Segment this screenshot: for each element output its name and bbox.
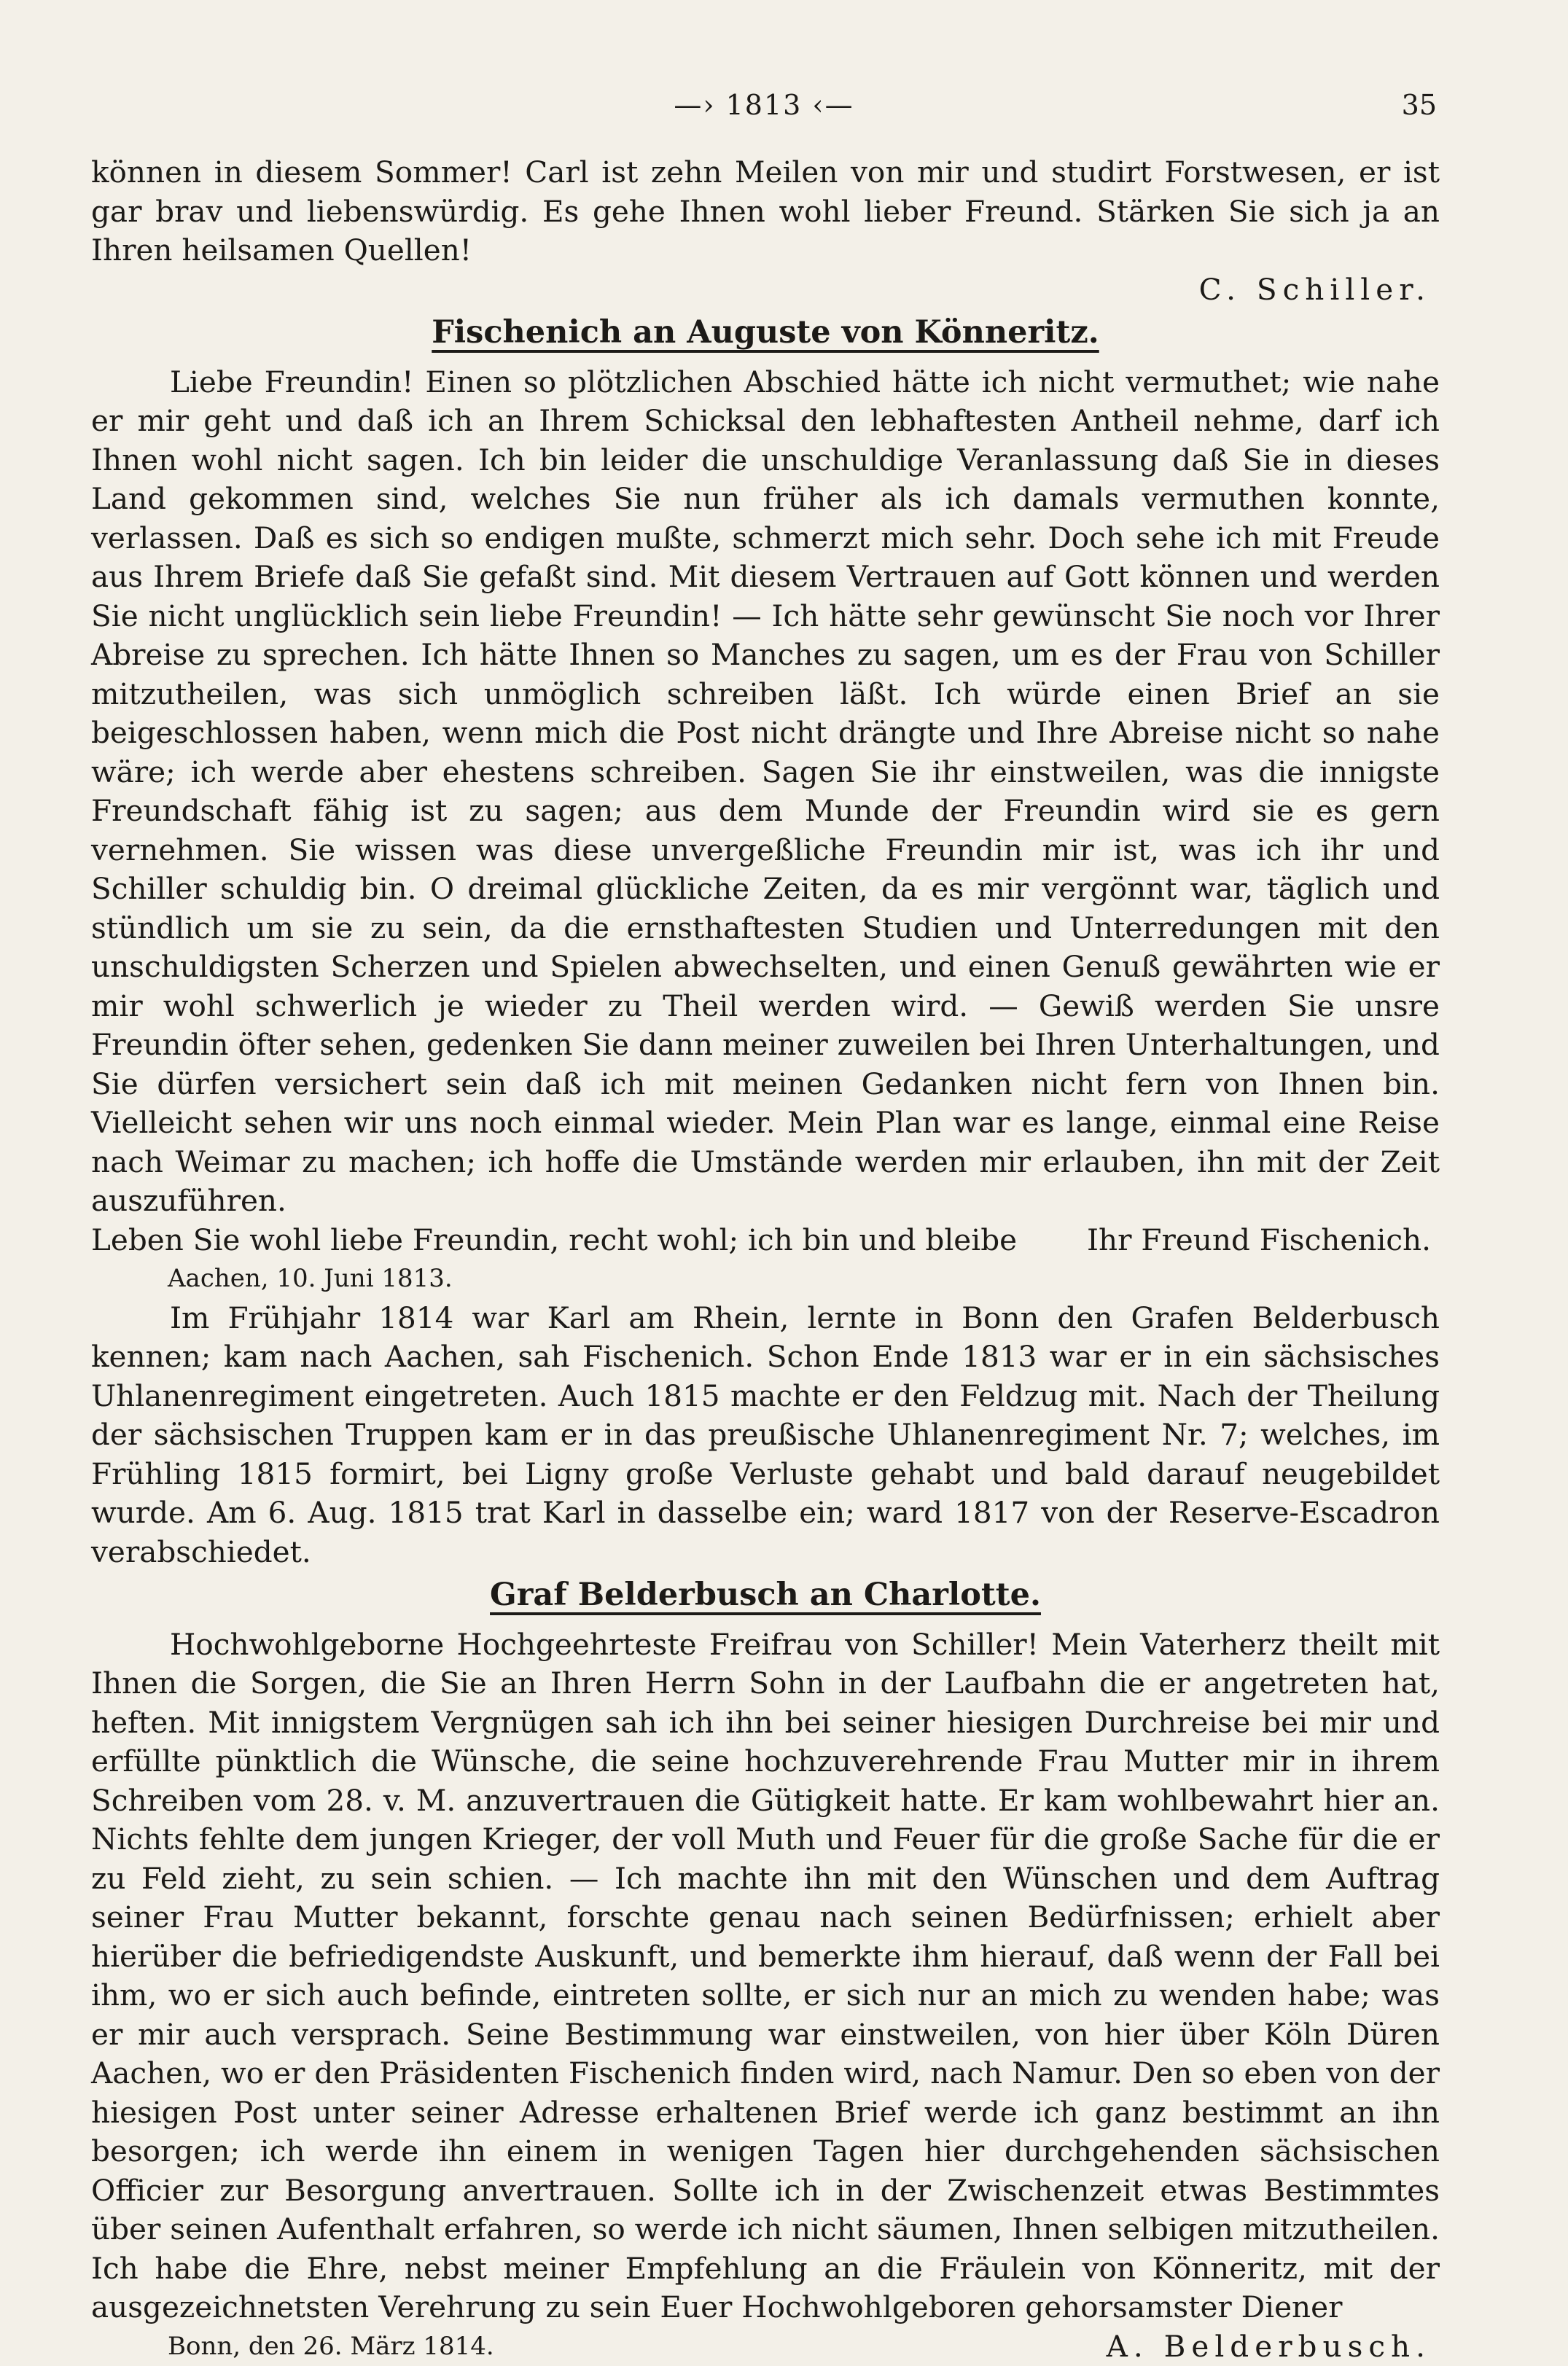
page-header (91, 89, 1437, 133)
letter3-closing (91, 2327, 1440, 2366)
letter3-title: Graf Belderbusch an Charlotte. (91, 1576, 1440, 1615)
letter2-closing-right: Ihr Freund Fischenich. (1087, 1221, 1440, 1260)
letter3-body: Hochwohlgeborne Hochgeehrteste Freifrau von Schiller! Mein Vaterherz theilt mit Ihnen die Sorgen, die Sie an Ihren Herrn Sohn in der Laufbahn die er angetreten hat, heften. Mit innigstem Vergnügen sah ich ihn bei seiner hiesigen Durchreise bei mir und erfüllte pünktlich die Wünsche, die seine hochzuverehrende Frau Mutter mir in ihrem Schreiben vom 28. v. M. anzuvertrauen die Gütigkeit hatte. Er kam wohlbewahrt hier an. Nichts fehlte dem jungen Krieger, der voll Muth und Feuer für die große Sache für die er zu Feld zieht, zu sein schien. — Ich machte ihn mit den Wünschen und dem Auftrag seiner Frau Mutter bekannt, forschte genau nach seinen Bedürfnissen; erhielt aber hierüber die befriedigendste Auskunft, und bemerkte ihm hierauf, daß wenn der Fall bei ihm, wo er sich auch befinde, eintreten sollte, er sich nur an mich zu wenden habe; was er mir auch versprach. Seine Bestimmung war einstweilen, von hier über Köln Düren Aachen, wo er den Präsidenten Fischenich finden wird, nach Namur. Den so eben von der hiesigen Post unter seiner Adresse erhaltenen Brief werde ich ganz bestimmt an ihn besorgen; ich werde ihn einem in wenigen Tagen hier durchgehenden sächsischen Officier zur Besorgung anvertrauen. Sollte ich in der Zwischenzeit etwas Bestimmtes über seinen Aufenthalt erfahren, so werde ich nicht säumen, Ihnen selbigen mitzutheilen. Ich habe die Ehre, nebst meiner Empfehlung an die Fräulein von Könneritz, mit der ausgezeichnetsten Verehrung zu sein Euer Hochwohlgeboren gehorsamster Diener (91, 1625, 1440, 2327)
letter3-dateline: Bonn, den 26. März 1814. (91, 2327, 494, 2366)
letter2-closing (91, 1221, 1440, 1260)
page-content (91, 153, 1440, 2366)
letter2-closing-left: Leben Sie wohl liebe Freundin, recht wohl; ich bin und bleibe (91, 1221, 1017, 1260)
letter1-tail-text: können in diesem Sommer! Carl ist zehn Meilen von mir und studirt Forstwesen, er ist gar brav und liebenswürdig. Es gehe Ihnen wohl lieber Freund. Stärken Sie sich ja an Ihren heilsamen Quellen! (91, 153, 1440, 270)
letter2-title: Fischenich an Auguste von Könneritz. (91, 313, 1440, 353)
letter2-body: Liebe Freundin! Einen so plötzlichen Abschied hätte ich nicht vermuthet; wie nahe er mir geht und daß ich an Ihrem Schicksal den lebhaftesten Antheil nehme, darf ich Ihnen wohl nicht sagen. Ich bin leider die unschuldige Veranlassung daß Sie in dieses Land gekommen sind, welches Sie nun früher als ich damals vermuthen konnte, verlassen. Daß es sich so endigen mußte, schmerzt mich sehr. Doch sehe ich mit Freude aus Ihrem Briefe daß Sie gefaßt sind. Mit diesem Vertrauen auf Gott können und werden Sie nicht unglücklich sein liebe Freundin! — Ich hätte sehr gewünscht Sie noch vor Ihrer Abreise zu sprechen. Ich hätte Ihnen so Manches zu sagen, um es der Frau von Schiller mitzutheilen, was sich unmöglich schreiben läßt. Ich würde einen Brief an sie beigeschlossen haben, wenn mich die Post nicht drängte und Ihre Abreise nicht so nahe wäre; ich werde aber ehestens schreiben. Sagen Sie ihr einstweilen, was die innigste Freundschaft fähig ist zu sagen; aus dem Munde der Freundin wird sie es gern vernehmen. Sie wissen was diese unvergeßliche Freundin mir ist, was ich ihr und Schiller schuldig bin. O dreimal glückliche Zeiten, da es mir vergönnt war, täglich und stündlich um sie zu sein, da die ernsthaftesten Studien und Unterredungen mit den unschuldigsten Scherzen und Spielen abwechselten, und einen Genuß gewährten wie er mir wohl schwerlich je wieder zu Theil werden wird. — Gewiß werden Sie unsre Freundin öfter sehen, gedenken Sie dann meiner zuweilen bei Ihren Unterhaltungen, und Sie dürfen versichert sein daß ich mit meinen Gedanken nicht fern von Ihnen bin. Vielleicht sehen wir uns noch einmal wieder. Mein Plan war es lange, einmal eine Reise nach Weimar zu machen; ich hoffe die Umstände werden mir erlauben, ihn mit der Zeit auszuführen. (91, 363, 1440, 1221)
page-number: 35 (1402, 89, 1437, 121)
narrative-paragraph: Im Frühjahr 1814 war Karl am Rhein, lernte in Bonn den Grafen Belderbusch kennen; kam nach Aachen, sah Fischenich. Schon Ende 1813 war er in ein sächsisches Uhlanenregiment eingetreten. Auch 1815 machte er den Feldzug mit. Nach der Theilung der sächsischen Truppen kam er in das preußische Uhlanenregiment Nr. 7; welches, im Frühling 1815 formirt, bei Ligny große Verluste gehabt und bald darauf neugebildet wurde. Am 6. Aug. 1815 trat Karl in dasselbe ein; ward 1817 von der Reserve-Escadron verabschiedet. (91, 1299, 1440, 1572)
running-title: —› 1813 ‹— (91, 89, 1437, 121)
letter3-signature: A. Belderbusch. (1107, 2327, 1440, 2366)
letter2-dateline: Aachen, 10. Juni 1813. (91, 1260, 1440, 1299)
letter1-signature: C. Schiller. (91, 270, 1440, 310)
